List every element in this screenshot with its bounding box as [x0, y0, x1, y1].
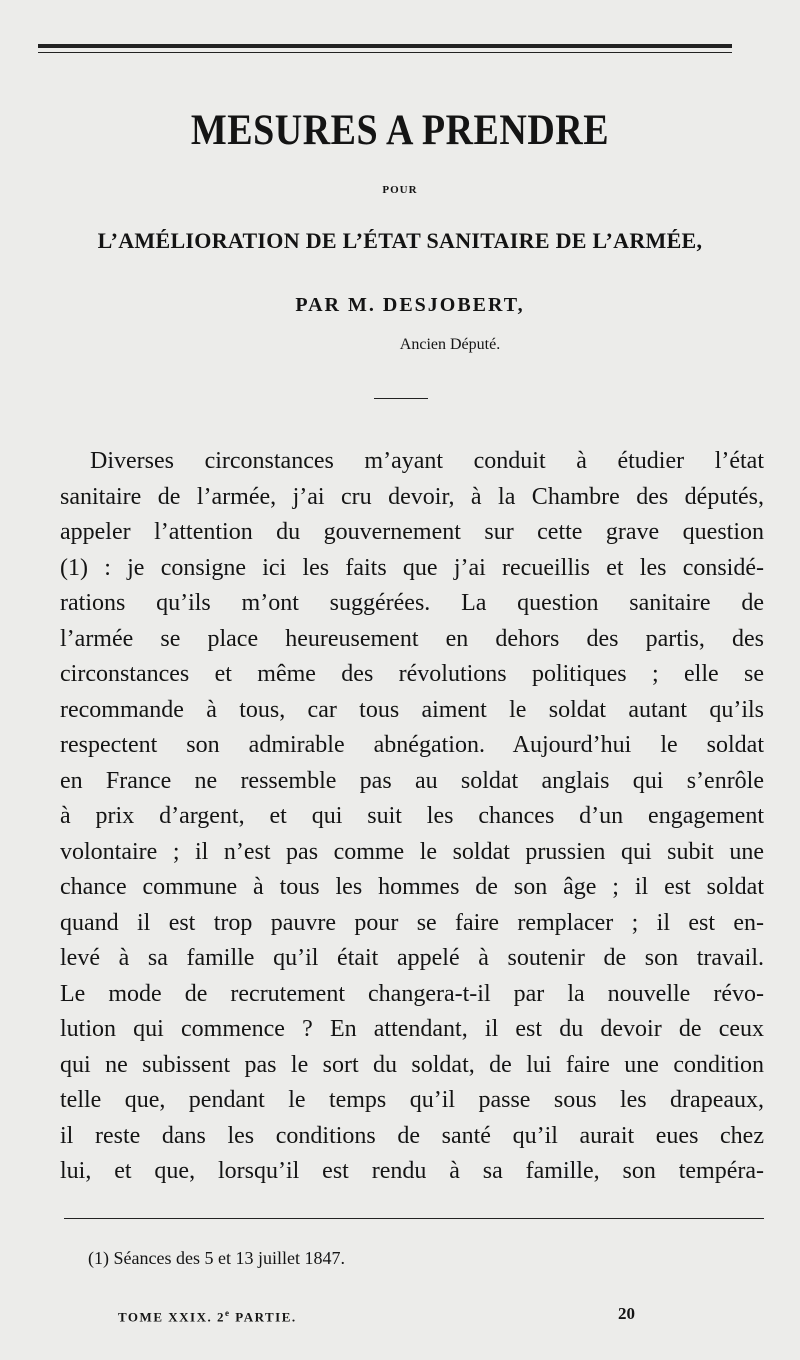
- text-line: l’armée se place heureusement en dehors des partis, des: [60, 625, 764, 652]
- text-line: lution qui commence ? En attendant, il est du devoir de ceux: [60, 1016, 764, 1042]
- text-line: en France ne ressemble pas au soldat anglais qui s’enrôle: [60, 767, 764, 794]
- text-line: rations qu’ils m’ont suggérées. La question sanitaire de: [60, 590, 764, 616]
- text-line: quand il est trop pauvre pour se faire remplacer ; il est en-: [60, 909, 764, 936]
- text-line: qui ne subissent pas le sort du soldat, de lui faire une condition: [60, 1051, 764, 1078]
- text-line: (1) : je consigne ici les faits que j’ai recueillis et les considé-: [60, 554, 764, 581]
- author-role: Ancien Député.: [399, 336, 501, 353]
- text-line: à prix d’argent, et qui suit les chances d’un engagement: [60, 803, 764, 829]
- text-line: il reste dans les conditions de santé qu’il aurait eues chez: [60, 1122, 764, 1149]
- text-line: volontaire ; il n’est pas comme le soldat prussien qui subit une: [60, 838, 764, 865]
- text-line: Le mode de recrutement changera-t-il par la nouvelle révo-: [60, 980, 764, 1007]
- part-label: PARTIE.: [230, 1309, 297, 1325]
- text-line: sanitaire de l’armée, j’ai cru devoir, à la Chambre des députés,: [60, 483, 764, 510]
- footnote: (1) Séances des 5 et 13 juillet 1847.: [88, 1248, 345, 1268]
- text-line: Diverses circonstances m’ayant conduit à étudier l’état: [90, 448, 764, 474]
- volume-label: TOME XXIX. 2: [118, 1309, 225, 1325]
- section-divider: [374, 398, 428, 399]
- article-title: MESURES A PRENDRE: [190, 105, 610, 155]
- article-subtitle: L’AMÉLIORATION DE L’ÉTAT SANITAIRE DE L’ARMÉE,: [97, 228, 703, 253]
- text-line: circonstances et même des révolutions politiques ; elle se: [60, 661, 764, 687]
- signature-number: 20: [618, 1304, 635, 1323]
- title-connector: POUR: [382, 184, 418, 196]
- text-line: lui, et que, lorsqu’il est rendu à sa famille, son tempéra-: [60, 1158, 764, 1184]
- author-name: PAR M. DESJOBERT,: [295, 294, 525, 316]
- text-line: appeler l’attention du gouvernement sur cette grave question: [60, 519, 764, 545]
- body-paragraph: [60, 444, 764, 1190]
- text-line: levé à sa famille qu’il était appelé à soutenir de son travail.: [60, 945, 764, 971]
- text-line: respectent son admirable abnégation. Aujourd’hui le soldat: [60, 732, 764, 758]
- text-line: telle que, pendant le temps qu’il passe sous les drapeaux,: [60, 1087, 764, 1113]
- text-line: recommande à tous, car tous aiment le soldat autant qu’ils: [60, 696, 764, 723]
- header-rule: [38, 44, 732, 48]
- volume-signature: [118, 1308, 297, 1325]
- text-line: chance commune à tous les hommes de son âge ; il est soldat: [60, 874, 764, 900]
- volume-sup: e: [224, 1308, 231, 1318]
- header-rule-thin: [38, 52, 732, 53]
- footnote-rule: [64, 1218, 764, 1219]
